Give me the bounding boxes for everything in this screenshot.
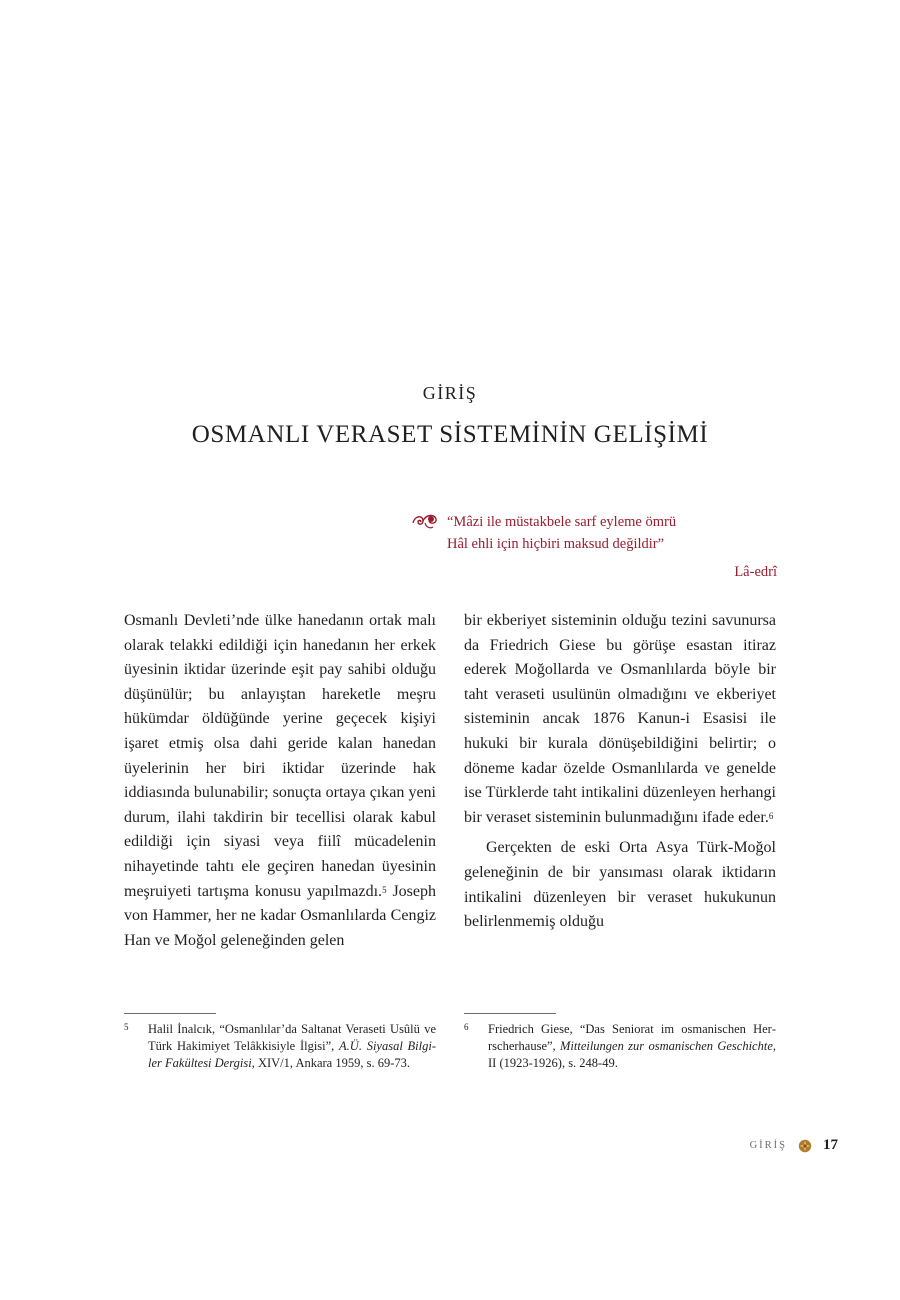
footnote-text-part: , XIV/1, Ankara 1959, s. 69-73. — [251, 1056, 411, 1070]
body-text: Joseph von Hammer, her ne kadar Osmanlılarda Cengiz Han ve Moğol geleneğinden gelen — [124, 882, 437, 949]
body-text: bir ekberiyet sisteminin olduğu tezini savunursa da Friedrich Giese bu görüşe esastan itiraz ederek Moğollarda ve Osmanlılarda böyle bir taht veraseti usulünün olmadığını ve ekberiyet sisteminin ancak 1876 Kanun-i Esasisi ile hukuki bir kurala dönüşebildiğini belirtir; o döneme kadar özelde Osmanlılarda ve genelde ise Türklerde taht intikalini düzenleyen herhangi bir veraset sisteminin bulunmadığını ifade eder. — [464, 612, 776, 826]
footnote-rule — [124, 1013, 216, 1014]
body-paragraph — [464, 609, 776, 830]
chapter-kicker: GİRİŞ — [422, 383, 478, 403]
rosette-icon — [797, 1138, 813, 1154]
epigraph-author: Lâ-edrî — [734, 564, 777, 580]
body-paragraph — [124, 609, 436, 953]
running-head: GİRİŞ — [749, 1140, 787, 1151]
footnote-text — [488, 1021, 776, 1072]
footnote-number: 5 — [124, 1022, 129, 1032]
body-text: Gerçekten de eski Orta Asya Türk-Moğol geleneğinin de bir yansıması olarak iktidarın intikalini düzenleyen bir veraset hukukunun belirlenmemiş olduğu — [464, 839, 776, 931]
footnote-text-part: , II (1923-1926), s. 248-49. — [488, 1039, 776, 1070]
footnote-text — [148, 1021, 436, 1072]
epigraph — [447, 511, 777, 583]
epigraph-line-2: Hâl ehli için hiçbiri maksud değildir” — [447, 536, 665, 552]
body-text: Osmanlı Devleti’nde ülke hanedanın ortak malı olarak telakki edildiği için hanedanın her erkek üyesinin iktidar üzerinde eşit pay sahibi olduğu düşünülür; bu anlayıştan hareketle meşru hükümdar öldüğünde yerine geçecek kişiyi işaret etmiş olsa dahi geride kalan hanedan üyelerinin her biri iktidar üzerinde hak iddiasında bulunabilir; sonuçta ortaya çıkan yeni durum, ilahi takdirin bir tecellisi olarak kabul edildiği için siyasi veya fiilî mücadelenin nihayetinde tahtı ele geçiren hanedan üyesinin meşruiyeti tartışma konusu yapılmazdı. — [124, 612, 436, 900]
footnote-journal: Mitteilungen zur osmanischen Geschichte — [559, 1039, 773, 1053]
footnote-text-part: Friedrich Giese, “Das Seniorat im osmanischen Herrscherhause”, — [488, 1022, 776, 1053]
footnote-6 — [464, 1021, 776, 1072]
footnote-ref[interactable]: 6 — [768, 810, 774, 821]
footnote-journal: A.Ü. Siyasal Bilgiler Fakültesi Dergisi — [148, 1039, 437, 1070]
floral-ornament-icon — [411, 511, 439, 531]
page-number: 17 — [823, 1137, 838, 1153]
footnote-ref[interactable]: 5 — [382, 884, 387, 895]
page-footer — [750, 1137, 838, 1154]
body-paragraph — [464, 836, 776, 934]
body-column-left — [124, 609, 436, 953]
chapter-title: OSMANLI VERASET SİSTEMİNİN GELİŞİMİ — [191, 421, 709, 448]
body-column-right — [464, 609, 776, 935]
footnote-5 — [124, 1021, 436, 1072]
footnote-text-part: Halil İnalcık, “Osmanlılar’da Saltanat Veraseti Usûlü ve Türk Hakimiyet Telâkkisiyle İlgisi”, — [148, 1022, 436, 1053]
footnote-rule — [464, 1013, 556, 1014]
footnote-number: 6 — [464, 1022, 469, 1032]
epigraph-line-1: “Mâzi ile müstakbele sarf eyleme ömrü — [447, 514, 677, 530]
